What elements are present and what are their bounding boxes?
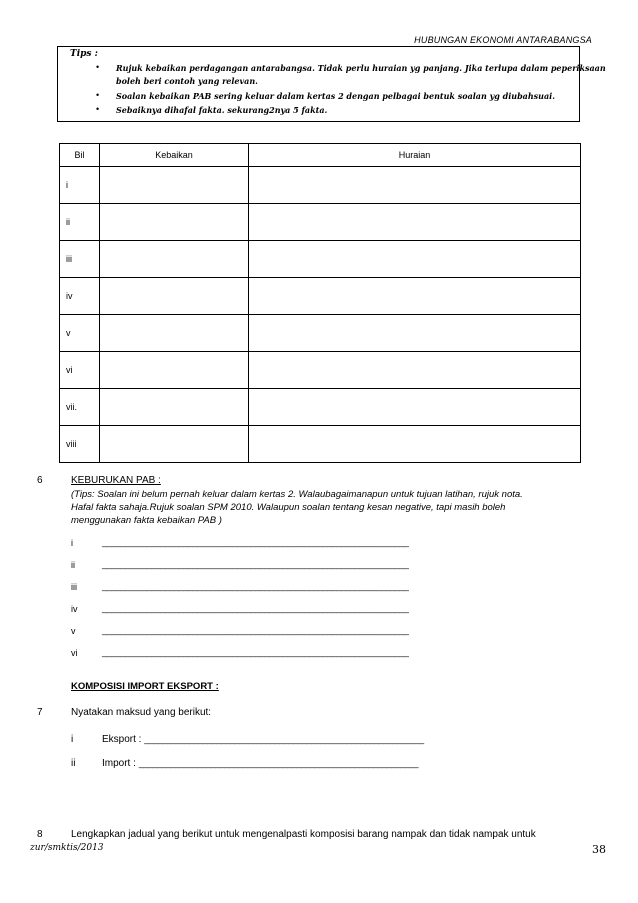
question-6-tips-line: menggunakan fakta kebaikan PAB ) [71,515,222,526]
column-header-huraian: Huraian [249,144,581,167]
answer-item-number: v [71,626,76,636]
kebaikan-cell[interactable] [100,204,249,241]
table-row [60,241,581,278]
answer-line[interactable]: ____________________________________________________________________ [102,625,409,635]
question-8-text: Lengkapkan jadual yang berikut untuk mengenalpasti komposisi barang nampak dan tidak nampak untuk [71,829,536,840]
huraian-cell[interactable] [249,241,581,278]
row-number: viii [60,426,100,463]
table-row [60,204,581,241]
row-number: ii [60,204,100,241]
eksport-label: Eksport : [102,734,145,745]
row-number: i [60,167,100,204]
answer-line[interactable]: ____________________________________________________________________ [102,603,409,613]
bullet-icon: • [96,62,100,72]
row-number: iii [60,241,100,278]
page-number: 38 [592,843,606,856]
question-6-tips-line: (Tips: Soalan ini belum pernah keluar dalam kertas 2. Walaubagaimanapun untuk tujuan latihan, rujuk nota. [71,489,523,500]
kebaikan-table [59,143,581,463]
huraian-cell[interactable] [249,426,581,463]
kebaikan-cell[interactable] [100,278,249,315]
section-title: KOMPOSISI IMPORT EKSPORT : [71,681,219,692]
table-row [60,352,581,389]
import-label: Import : [102,758,139,769]
tip-item-1 [116,62,606,88]
eksport-answer-line[interactable]: ______________________________________________________________ [144,734,424,744]
row-number: iv [60,278,100,315]
kebaikan-cell[interactable] [100,241,249,278]
q7-item-number: ii [71,758,76,769]
kebaikan-cell[interactable] [100,389,249,426]
question-8-number: 8 [37,829,43,840]
kebaikan-cell[interactable] [100,167,249,204]
question-6-number: 6 [37,475,43,486]
answer-item-number: vi [71,648,78,658]
huraian-cell[interactable] [249,167,581,204]
answer-line[interactable]: ____________________________________________________________________ [102,581,409,591]
import-answer-line[interactable]: ______________________________________________________________ [138,758,419,768]
tip-item-3: Sebaiknya dihafal fakta. sekurang2nya 5 fakta. [116,105,328,115]
bullet-icon: • [96,90,100,100]
table-row [60,389,581,426]
answer-item-number: iv [71,604,78,614]
row-number: vi [60,352,100,389]
q7-item-eksport [102,734,424,745]
bullet-icon: • [96,104,100,114]
tip-item-2: Soalan kebaikan PAB sering keluar dalam kertas 2 dengan pelbagai bentuk soalan yg diubahsuai. [116,91,555,101]
q7-item-import [102,758,418,769]
kebaikan-cell[interactable] [100,315,249,352]
tip-item-1-line2: boleh beri contoh yang relevan. [116,76,258,86]
huraian-cell[interactable] [249,315,581,352]
kebaikan-cell[interactable] [100,426,249,463]
answer-item-number: iii [71,582,77,592]
question-6-title: KEBURUKAN PAB : [71,475,161,486]
answer-item-number: ii [71,560,75,570]
kebaikan-cell[interactable] [100,352,249,389]
tip-item-1-line1: Rujuk kebaikan perdagangan antarabangsa. Tidak perlu huraian yg panjang. Jika terlupa dalam peperiksaan [116,63,606,73]
tips-title: Tips : [70,49,98,59]
page-header-title: HUBUNGAN EKONOMI ANTARABANGSA [414,35,592,45]
row-number: vii. [60,389,100,426]
tips-box [57,46,606,122]
answer-line[interactable]: ____________________________________________________________________ [102,537,409,547]
table-row [60,167,581,204]
answer-item-number: i [71,538,73,548]
footer-source: zur/smktis/2013 [30,843,104,853]
answer-line[interactable]: ____________________________________________________________________ [102,647,409,657]
column-header-bil: Bil [60,144,100,167]
huraian-cell[interactable] [249,278,581,315]
huraian-cell[interactable] [249,352,581,389]
table-header-row [60,144,581,167]
question-6-tips-line: Hafal fakta sahaja.Rujuk soalan SPM 2010. Walaupun soalan tentang kesan negative, tapi masih boleh [71,502,506,513]
question-7-text: Nyatakan maksud yang berikut: [71,707,212,718]
question-7-number: 7 [37,707,43,718]
answer-line[interactable]: ____________________________________________________________________ [102,559,409,569]
table-row [60,315,581,352]
question-6-tips [71,488,591,527]
row-number: v [60,315,100,352]
huraian-cell[interactable] [249,204,581,241]
q7-item-number: i [71,734,74,745]
table-row [60,426,581,463]
huraian-cell[interactable] [249,389,581,426]
column-header-kebaikan: Kebaikan [100,144,249,167]
table-row [60,278,581,315]
